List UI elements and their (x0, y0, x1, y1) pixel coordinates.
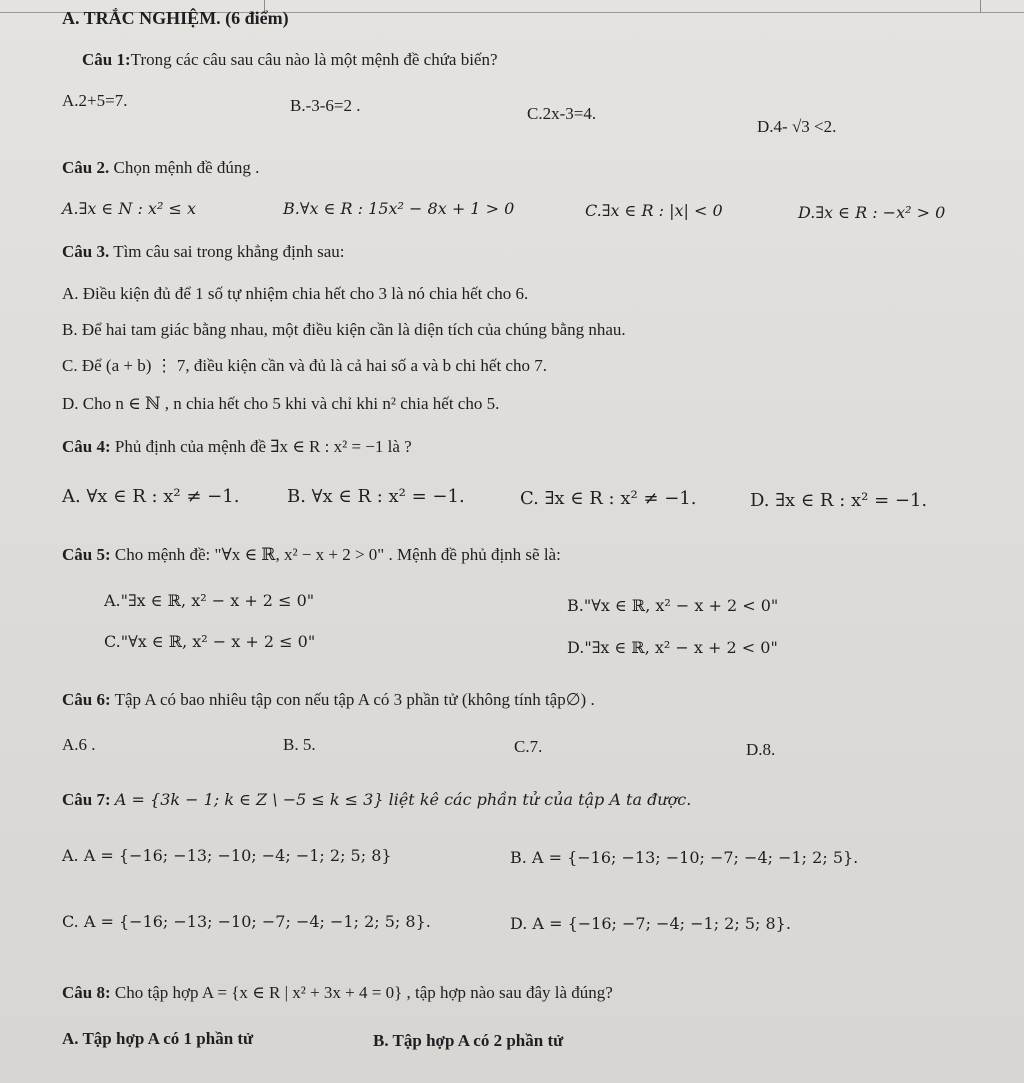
q7-option-a: A. A = {−16; −13; −10; −4; −1; 2; 5; 8} (62, 846, 392, 865)
page-top-tick (980, 0, 981, 13)
question-3 (62, 242, 345, 262)
question-text: Tập A có bao nhiêu tập con nếu tập A có 3 phần tử (không tính tập∅) . (114, 690, 595, 709)
question-number: Câu 2. (62, 158, 110, 177)
question-2 (62, 158, 259, 178)
q3-option-c: C. Để (a + b) ⋮ 7, điều kiện cần và đủ là cả hai số a và b chi hết cho 7. (62, 356, 547, 375)
question-8 (62, 983, 613, 1003)
question-number: Câu 1: (82, 50, 131, 69)
q7-option-d: D. A = {−16; −7; −4; −1; 2; 5; 8}. (510, 914, 791, 933)
section-title: A. TRẮC NGHIỆM. (6 điểm) (62, 8, 289, 28)
question-text: Cho tập hợp A = {x ∈ R | x² + 3x + 4 = 0} , tập hợp nào sau đây là đúng? (114, 983, 613, 1002)
question-text: Trong các câu sau câu nào là một mệnh đề chứa biến? (130, 50, 498, 69)
q1-option-c: C.2x-3=4. (527, 104, 597, 123)
q6-option-a: A.6 . (62, 735, 96, 754)
q6-option-d: D.8. (746, 740, 776, 759)
q1-option-a: A.2+5=7. (62, 91, 128, 110)
q5-option-d: D."∃x ∈ ℝ, x² − x + 2 < 0" (567, 638, 778, 657)
q7-option-b: B. A = {−16; −13; −10; −7; −4; −1; 2; 5}. (510, 848, 859, 867)
q8-option-a-text: A. Tập hợp A có 1 phần tử (62, 1029, 254, 1048)
q4-option-d: D. ∃x ∈ R : x² = −1. (750, 490, 928, 511)
question-text: A = {3k − 1; k ∈ Z \ −5 ≤ k ≤ 3} liệt kê các phần tử của tập A ta được. (114, 790, 692, 809)
question-1 (82, 50, 498, 70)
question-number: Câu 5: (62, 545, 111, 564)
q6-option-b: B. 5. (283, 735, 316, 754)
q3-option-d: D. Cho n ∈ ℕ , n chia hết cho 5 khi và chỉ khi n² chia hết cho 5. (62, 394, 500, 413)
q7-option-c: C. A = {−16; −13; −10; −7; −4; −1; 2; 5; 8}. (62, 912, 431, 931)
q2-option-a: A.∃x ∈ N : x² ≤ x (62, 199, 196, 218)
question-5 (62, 545, 561, 565)
question-4 (62, 437, 412, 457)
q8-option-b-text: B. Tập hợp A có 2 phần tử (373, 1031, 564, 1050)
q1-option-b: B.-3-6=2 . (290, 96, 361, 115)
q2-option-b: B.∀x ∈ R : 15x² − 8x + 1 > 0 (283, 199, 515, 218)
q4-option-a: A. ∀x ∈ R : x² ≠ −1. (62, 486, 240, 507)
question-7 (62, 790, 691, 810)
q5-option-c: C."∀x ∈ ℝ, x² − x + 2 ≤ 0" (104, 632, 316, 651)
q5-option-a: A."∃x ∈ ℝ, x² − x + 2 ≤ 0" (104, 591, 315, 610)
q5-option-b: B."∀x ∈ ℝ, x² − x + 2 < 0" (567, 596, 779, 615)
question-number: Câu 6: (62, 690, 111, 709)
question-text: Phủ định của mệnh đề ∃x ∈ R : x² = −1 là ? (114, 437, 412, 456)
question-number: Câu 7: (62, 790, 111, 809)
question-text: Tìm câu sai trong khẳng định sau: (113, 242, 345, 261)
question-text: Chọn mệnh đề đúng . (113, 158, 260, 177)
question-number: Câu 4: (62, 437, 111, 456)
q1-option-d: D.4- √3 <2. (757, 117, 837, 136)
question-text: Cho mệnh đề: "∀x ∈ ℝ, x² − x + 2 > 0" . Mệnh đề phủ định sẽ là: (114, 545, 561, 564)
q2-option-c: C.∃x ∈ R : |x| < 0 (585, 201, 723, 220)
q2-option-d: D.∃x ∈ R : −x² > 0 (798, 203, 946, 222)
question-number: Câu 3. (62, 242, 110, 261)
question-number: Câu 8: (62, 983, 111, 1002)
q4-option-b: B. ∀x ∈ R : x² = −1. (287, 486, 465, 507)
q6-option-c: C.7. (514, 737, 543, 756)
q4-option-c: C. ∃x ∈ R : x² ≠ −1. (520, 488, 697, 509)
q8-option-a (62, 1029, 253, 1049)
question-6 (62, 690, 595, 710)
q8-option-b (373, 1031, 563, 1051)
q3-option-b: B. Để hai tam giác bằng nhau, một điều kiện cần là diện tích của chúng bằng nhau. (62, 320, 626, 339)
q3-option-a: A. Điều kiện đủ để 1 số tự nhiệm chia hết cho 3 là nó chia hết cho 6. (62, 284, 529, 303)
